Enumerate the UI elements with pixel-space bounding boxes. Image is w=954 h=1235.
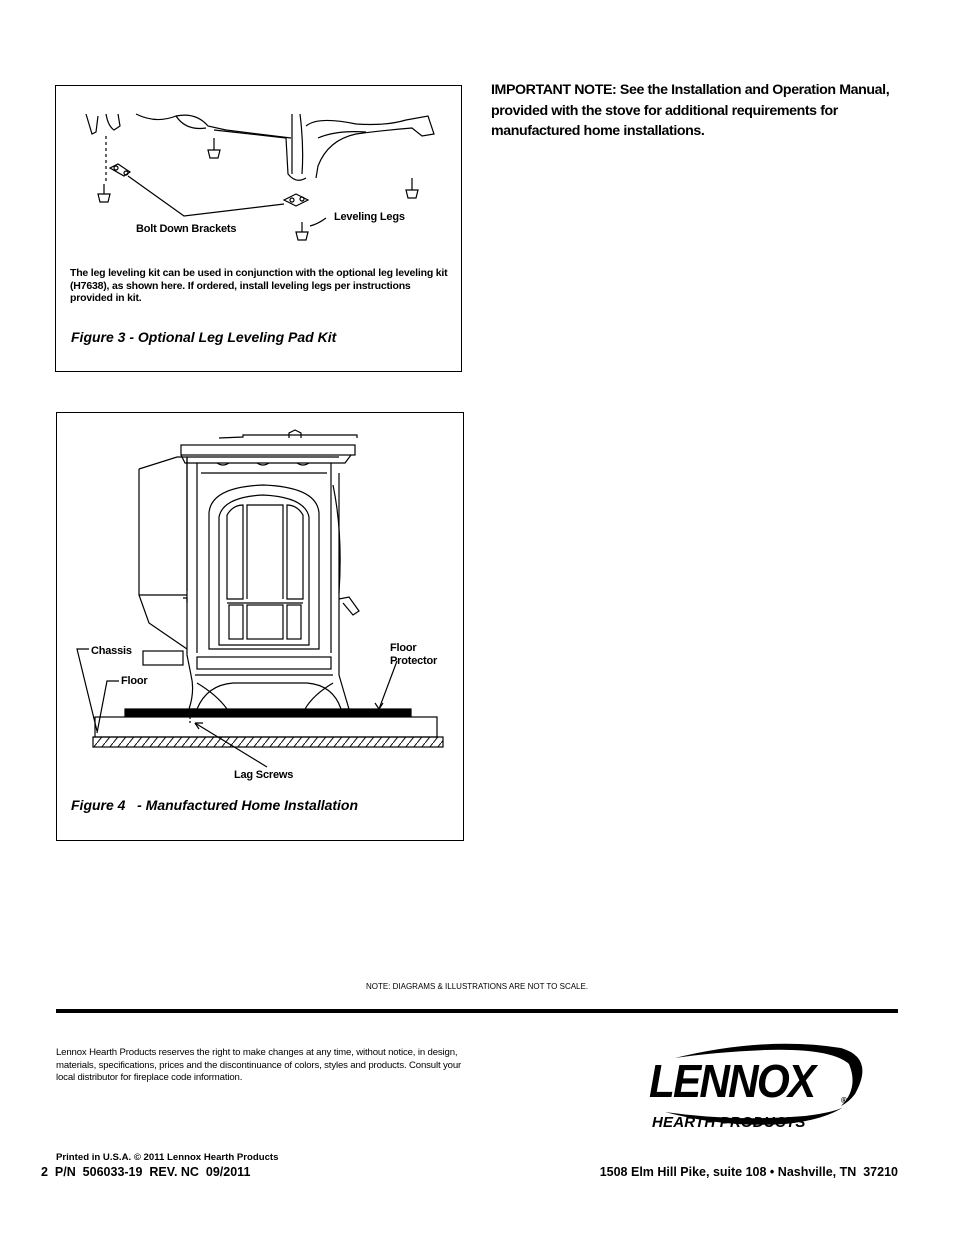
floor-protector-label-line2: Protector xyxy=(390,655,438,667)
company-address: 1508 Elm Hill Pike, suite 108 • Nashville, TN 37210 xyxy=(599,1165,898,1179)
bolt-down-brackets-label: Bolt Down Brackets xyxy=(136,223,237,235)
footer-divider xyxy=(56,1009,898,1013)
manufactured-home-installation-illustration xyxy=(57,413,463,783)
figure-3-caption: Figure 3 - Optional Leg Leveling Pad Kit xyxy=(71,329,337,345)
figure-4-caption: Figure 4 - Manufactured Home Installation xyxy=(71,797,359,813)
scale-note: NOTE: DIAGRAMS & ILLUSTRATIONS ARE NOT TO SCALE. xyxy=(365,982,589,991)
footer-disclaimer: Lennox Hearth Products reserves the right to make changes at any time, without notice, in design, materials, specifications, prices and the discontinuance of colors, styles and products. Consult your local distributor for fireplace code information. xyxy=(56,1047,462,1083)
figure-3-note: The leg leveling kit can be used in conjunction with the optional leg leveling kit (H7638), as shown here. If ordered, install leveling legs per instructions provided in kit. xyxy=(70,267,448,304)
floor-protector-label-line1: Floor xyxy=(390,642,417,654)
chassis-label: Chassis xyxy=(91,645,132,657)
printed-notice: Printed in U.S.A. © 2011 Lennox Hearth Products xyxy=(56,1152,279,1163)
important-note: IMPORTANT NOTE: See the Installation and Operation Manual, provided with the stove for additional requirements for manufactured home installations. xyxy=(491,82,890,139)
leveling-legs-label: Leveling Legs xyxy=(334,211,405,223)
floor-label: Floor xyxy=(121,675,148,687)
lennox-wordmark: LENNOX xyxy=(649,1055,815,1107)
registered-mark: ® xyxy=(841,1096,847,1105)
lag-screws-label: Lag Screws xyxy=(234,769,294,781)
hearth-products-logo-text: HEARTH PRODUCTS xyxy=(652,1114,806,1131)
part-number: 2 P/N 506033-19 REV. NC 09/2011 xyxy=(41,1165,251,1179)
figure-4-box xyxy=(56,412,464,841)
figure-3-box xyxy=(55,85,462,372)
